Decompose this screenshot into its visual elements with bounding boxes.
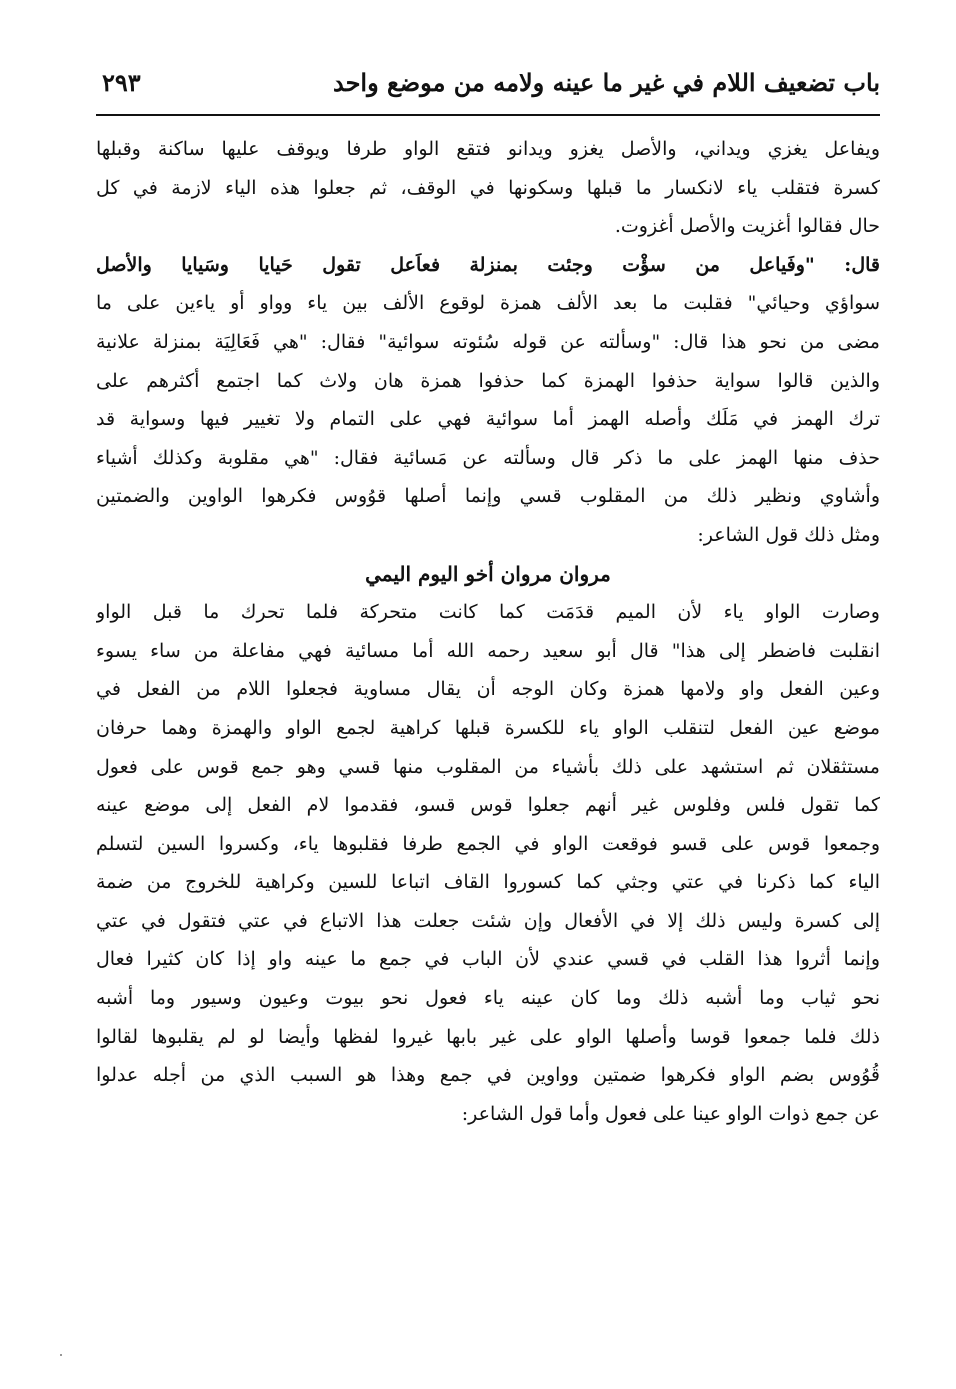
text-line: حال فقالوا أغزيت والأصل أغزوت. (614, 215, 880, 238)
scan-speck (60, 1354, 62, 1356)
chapter-title: باب تضعيف اللام في غير ما عينه ولامه من موضع واحد (332, 68, 880, 97)
running-header (96, 62, 880, 108)
poetry-verse: مروان مروان أخو اليوم اليمي (365, 561, 611, 586)
text-line: وصارت الواو ياء لأن الميم قدَمَت كما كانت متحركة فلما تحرك ما قبل الواو (96, 601, 880, 624)
text-line: وأشاوي ونظير ذلك من المقلوب قسي وإنما أصلها قوُوس فكرهوا الواوين والضمتين (96, 485, 880, 508)
text-line: الياء كما ذكرنا في عتي وجثي كما كسوروا القاف اتباعا للسين وكراهية للخروج من ضمة (96, 871, 880, 894)
text-line: موضع عين الفعل لتنقلب الواو ياء للكسرة قبلها كراهية لجمع الواو والهمزة وهما حرفان (96, 716, 880, 739)
text-line: عن جمع ذوات الواو عينا على فعول وأما قول الشاعر: (461, 1102, 880, 1125)
text-line: حذف منها الهمز على ما ذكر قال وسألته عن مَسائية فقال: "هي مقلوبة وكذلك أشياء (96, 446, 880, 469)
text-line: إلى كسرة وليس ذلك إلا في الأفعال وإن شئت جعلت هذا الاتباع في عتي فتقول في عتي (96, 909, 880, 932)
page-number: ٢٩٣ (102, 68, 141, 97)
text-line: ومثل ذلك قول الشاعر: (697, 523, 880, 546)
text-line: ذلك فلما جمعوا قوسا وأصلها الواو على غير بابها غيروا لفظها وأيضا لو لم يقلبوها لقالوا (96, 1025, 880, 1048)
text-line: ويفاعل يغزي ويداني، والأصل يغزو ويدانو فتقع الواو طرفا ويوقف عليها ساكنة وقبلها (96, 138, 880, 160)
quoted-line: قال: "وفَياعل من سؤْت وجئت بمنزلة فعاَعل تقول حَيايا وسَيايا والأصل (96, 253, 880, 276)
text-line: كسرة فتقلب ياء لانكسار ما قبلها وسكونها في الوقف، ثم جعلوا هذه الياء لازمة في كل (96, 176, 880, 199)
text-line: سواؤي وحيائي" فقلبت ما بعد الألف همزة لوقوع الألف بين ياء وواو أو ياءين على ما (96, 292, 880, 315)
header-divider (96, 114, 880, 116)
text-line: وجمعوا قوس على قسو فوقعت الواو في الجمع طرفا فقلبوها ياء، وكسروا السين لتسلم (96, 832, 880, 855)
text-line: مستثقلان ثم استشهد على ذلك بأشياء من المقلوب منها قسي وهو جمع قوس على فعول (96, 755, 880, 778)
text-line: وإنما أثروا هذا القلب في قسي عندي لأن الباب في جمع ما عينه واو إذا كان كثيرا فعال (96, 948, 880, 971)
text-line: قُوُوس بضم الواو فكرهوا ضمتين وواوين في جمع وهذا هو السبب الذي من أجله عدلوا (96, 1064, 880, 1087)
text-line: والذين قالوا سواية حذفوا الهمزة كما حذفوا همزة هان ولاث كما اجتمع أكثرهم على (96, 369, 880, 392)
text-line: انقلبت فاضطر إلى هذا" قال أبو سعيد رحمه الله أما مسائية فهي مفاعلة من ساء يسوء (96, 639, 880, 662)
text-line: وعين الفعل واو ولامها همزة وكان الوجه أن يقال مساوية فجعلوا اللام من الفعل في (96, 678, 880, 701)
text-line: كما تقول فلس وفلوس غير أنهم جعلوا قوس قسو، فقدموا لام الفعل إلى موضع عينه (96, 794, 880, 817)
document-page (96, 62, 880, 1125)
text-line: نحو ثياب وما أشبه ذلك وما كان عينه ياء فعول نحو بيوت وعيون وسيور وما أشبه (96, 987, 880, 1010)
body-text (96, 130, 880, 1133)
text-line: ترك الهمز في مَلَك وأصله الهمز أما سوائية فهي على التمام ولا تغيير فيها وسواية قد (96, 408, 880, 431)
text-line: مضى من نحو هذا قال: "وسألته عن قوله سُئوته سوائية" فقال: "هي فَعَالِيَة بمنزلة علانية (96, 330, 880, 353)
